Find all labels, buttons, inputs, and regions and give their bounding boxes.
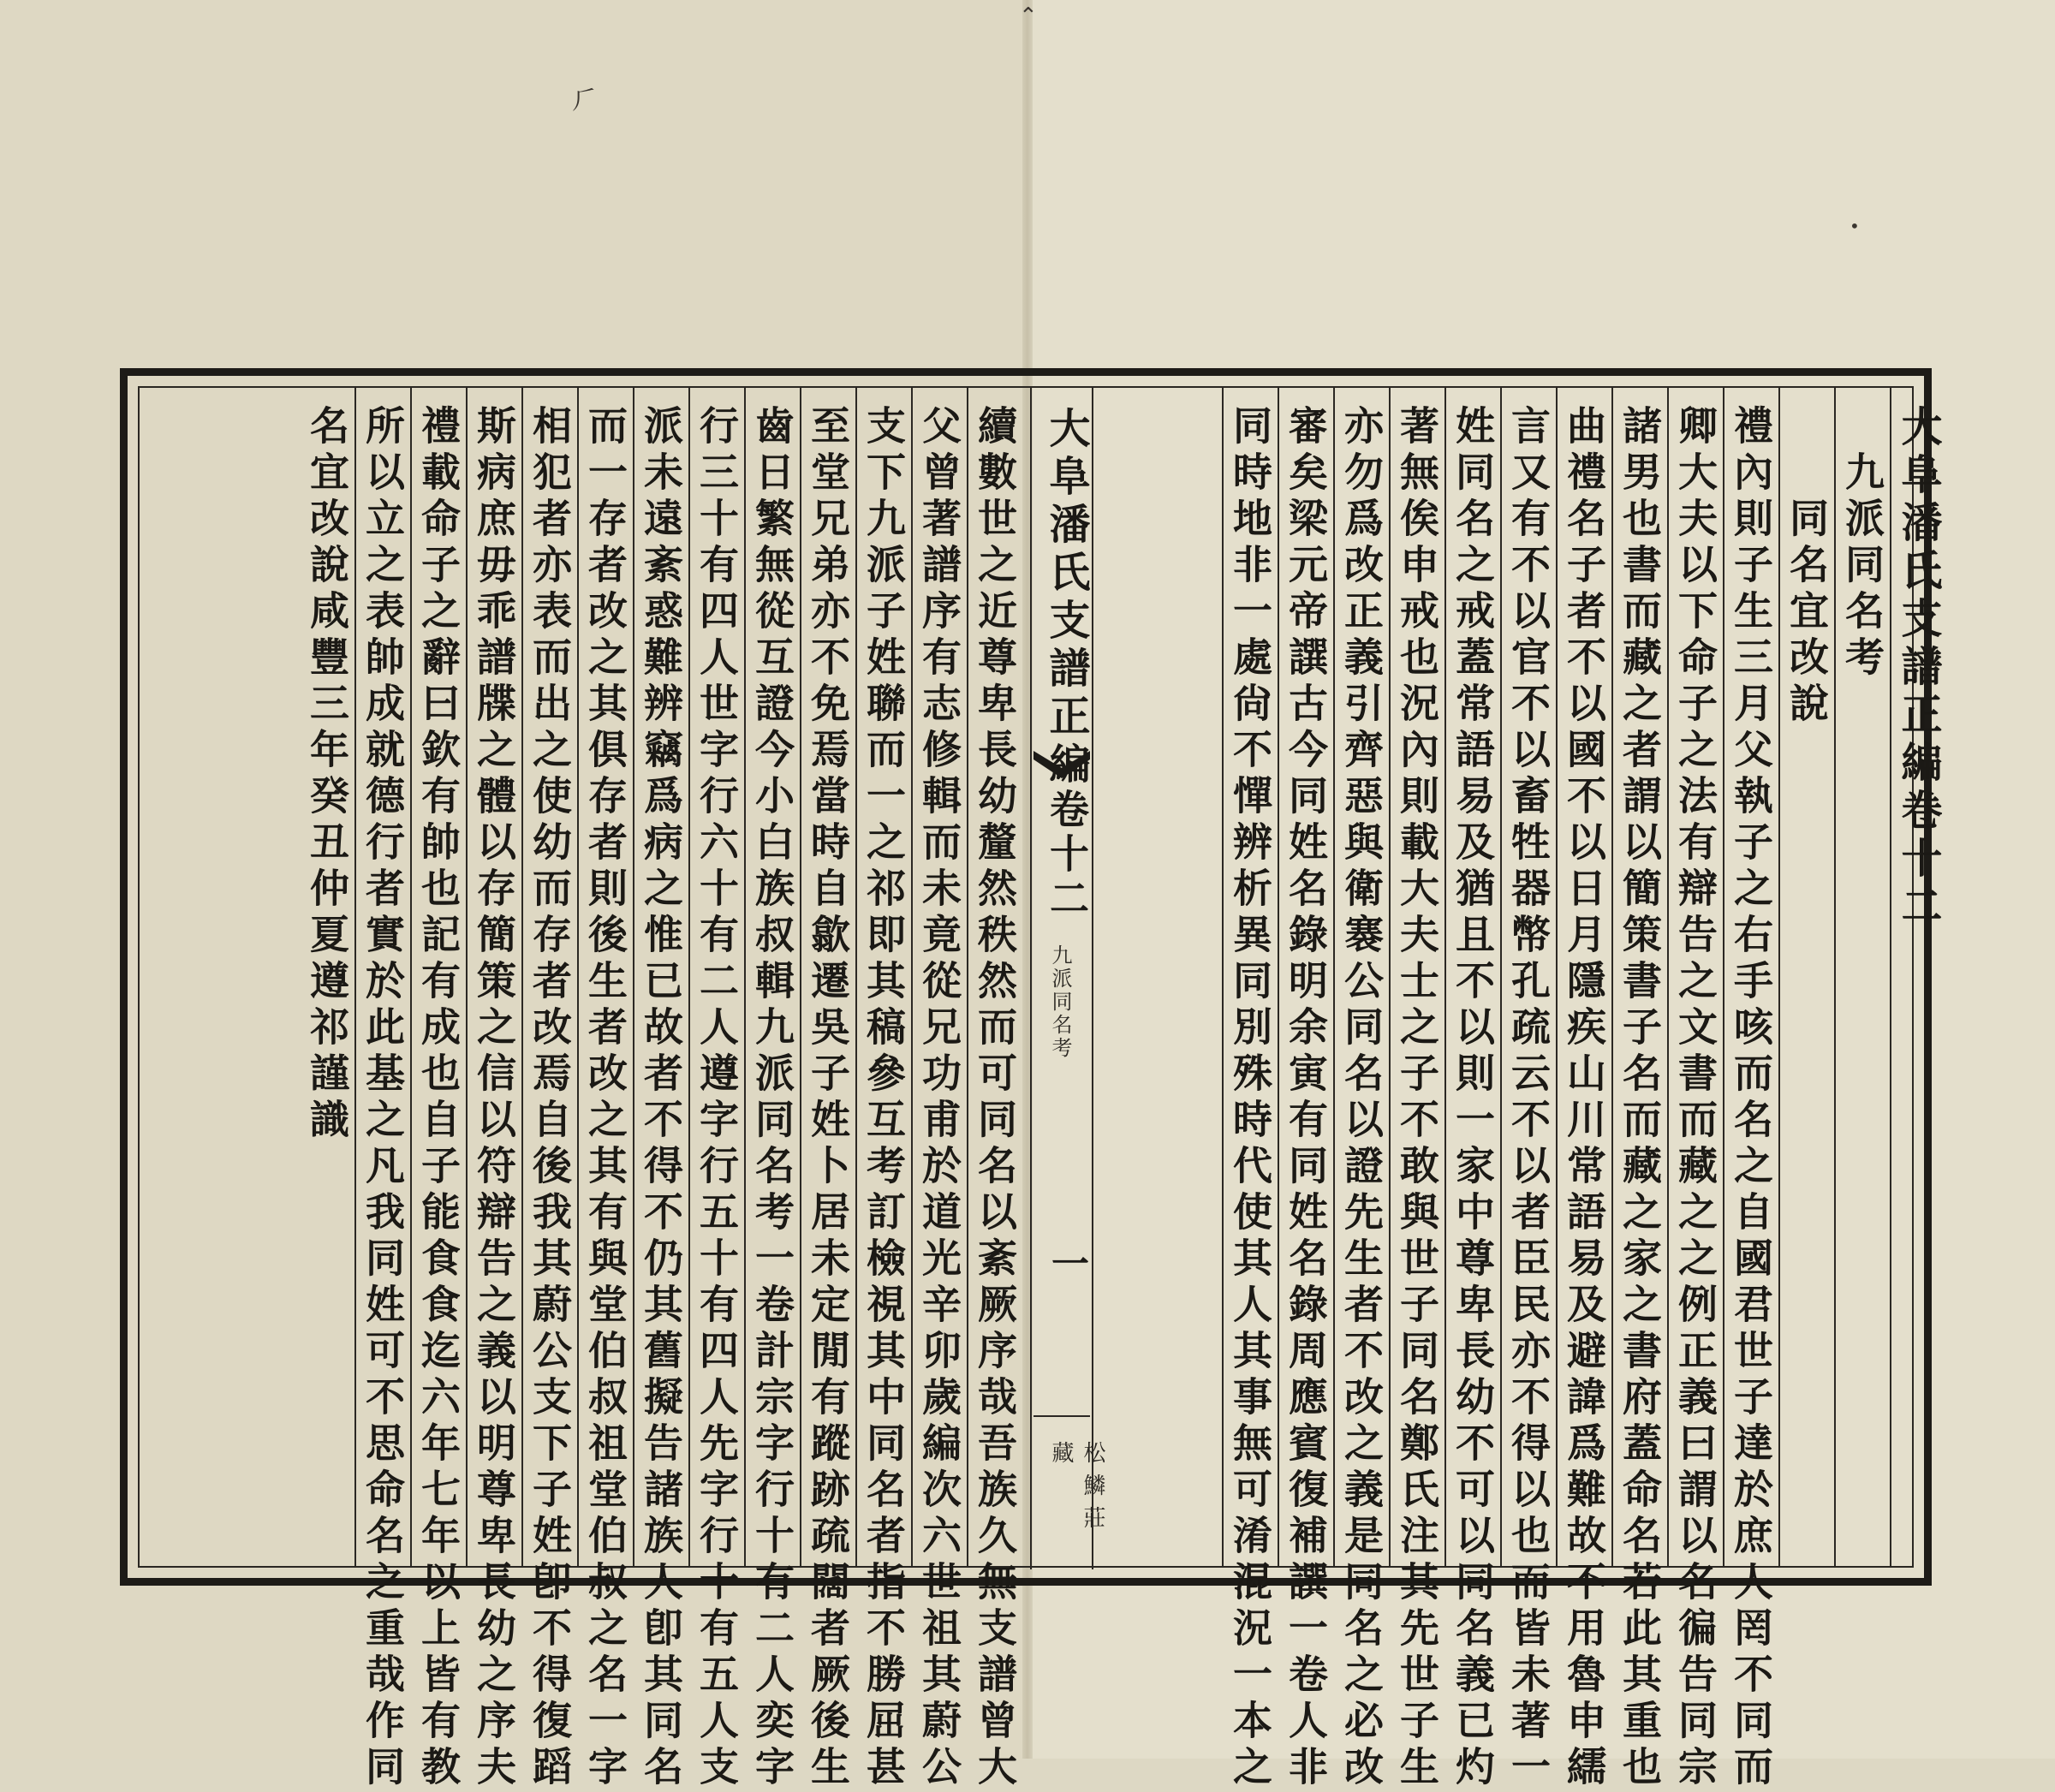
column-rule [1556, 388, 1558, 1566]
column-rule [354, 388, 356, 1566]
column-rule [521, 388, 523, 1566]
column-rule [1611, 388, 1613, 1566]
column-rule [1389, 388, 1391, 1566]
column-rule [744, 388, 746, 1566]
column-rule [967, 388, 968, 1566]
column-rule [1333, 388, 1335, 1566]
column-rule [1278, 388, 1279, 1566]
right-text-column: 同名宜改說 [1784, 405, 1830, 729]
center-divider [1033, 1415, 1090, 1417]
page-number: 一 [1045, 1244, 1088, 1282]
left-text-column: 父曾著譜序有志修輯而未竟從兄功甫於道光辛卯歲編次六世祖其蔚公 [916, 405, 962, 1792]
column-rule [911, 388, 913, 1566]
top-seam-mark: ⌃ [1019, 3, 1038, 29]
left-text-column: 派未遠紊惑難辨竊爲病之惟已故者不得不仍其舊擬告諸族人卽其同名 [638, 405, 684, 1792]
ink-blot: ⺁ [572, 86, 598, 116]
left-text-column: 禮載命子之辭曰欽有帥也記有成也自子能食食迄六年七年以上皆有教 [415, 405, 462, 1792]
right-text-column: 卿大夫以下命子之法有辯告之文書而藏之之例正義曰謂以名徧告同宗 [1672, 405, 1718, 1792]
column-rule [1667, 388, 1669, 1566]
fishtail-icon [1032, 747, 1092, 782]
right-text-column: 著無俟申戒也況內則載大夫士之子不敢與世子同名鄭氏注其先世子生 [1394, 405, 1440, 1792]
left-text-column: 而一存者改之其俱存者則後生者改之其有與堂伯叔祖堂伯叔之名一字 [582, 405, 628, 1792]
right-text-column: 言又有不以官不以畜牲器幣孔疏云不以者臣民亦不得以也而皆未著一 [1505, 405, 1552, 1792]
column-rule [1723, 388, 1724, 1566]
column-rule [1778, 388, 1780, 1566]
right-page-title: 大阜潘氏支譜正編卷十二 [1894, 405, 1942, 932]
column-rule [1222, 388, 1224, 1566]
center-fold-column [1030, 388, 1105, 1569]
left-text-column: 行三十有四人世字行六十有二人遵字行五十有四人先字行十有五人支 [694, 405, 740, 1792]
ink-speck: • [1850, 216, 1860, 236]
right-text-column: 亦勿爲改正義引齊惡與衛褰公同名以證先生者不改之義是同名之必改 [1338, 405, 1385, 1792]
center-section: 九派同名考 [1048, 944, 1072, 1060]
left-text-column: 相犯者亦表而出之使幼而存者改焉自後我其蔚公支下子姓卽不得復蹈 [527, 405, 573, 1792]
column-rule [633, 388, 634, 1566]
left-text-column: 名宜改說咸豐三年癸丑仲夏遵祁謹識 [304, 405, 350, 1145]
column-rule [1500, 388, 1502, 1566]
left-text-column: 至堂兄弟亦不免焉當時自歙遷吳子姓卜居未定閒有蹤跡疏闊者厥後生 [805, 405, 851, 1792]
column-rule [1444, 388, 1446, 1566]
left-text-column: 續數世之近尊卑長幼釐然秩然而可同名以紊厥序哉吾族久無支譜曾大 [972, 405, 1018, 1792]
left-text-column: 齒日繁無從互證今小白族叔輯九派同名考一卷計宗字行十有二人奕字 [749, 405, 795, 1792]
center-volume: 卷十二 [1044, 789, 1090, 922]
center-book-title: 大阜潘氏支譜正編 [1042, 407, 1090, 790]
right-text-column: 禮內則子生三月父執子之右手咳而名之自國君世子達於庶人罔不同而 [1728, 405, 1774, 1792]
right-text-column: 曲禮名子者不以國不以日月隱疾山川常語易及避諱爲難故不用魯申繻 [1561, 405, 1607, 1792]
column-rule [466, 388, 468, 1566]
right-text-column: 同時地非一處尙不憚辨析異同別殊時代使其人其事無可淆混況一本之 [1227, 405, 1273, 1792]
column-rule [855, 388, 857, 1566]
column-rule [800, 388, 801, 1566]
column-rule [688, 388, 690, 1566]
left-text-column: 斯病庶毋乖譜牒之體以存簡策之信以符辯告之義以明尊卑長幼之序夫 [471, 405, 517, 1792]
center-rule-left [1030, 388, 1032, 1569]
text-frame-inner [138, 386, 1942, 1792]
column-rule [577, 388, 579, 1566]
column-rule [410, 388, 412, 1566]
right-text-column: 九派同名考 [1839, 405, 1885, 682]
column-rule [1890, 388, 1891, 1566]
column-rule [1834, 388, 1836, 1566]
text-frame [120, 368, 1942, 1792]
publisher-mark: 松鱗莊藏 [1048, 1441, 1105, 1539]
right-text-column: 姓同名之戒蓋常語易及猶且不以則一家中尊卑長幼不可以同名義已灼 [1450, 405, 1496, 1792]
left-text-column: 所以立之表帥成就德行者實於此基之凡我同姓可不思命名之重哉作同 [360, 405, 406, 1792]
left-text-column: 支下九派子姓聯而一之祁即其稿參互考訂檢視其中同名者指不勝屈甚 [861, 405, 907, 1792]
right-text-column: 諸男也書而藏之者謂以簡策書子名而藏之家之書府蓋命名若此其重也 [1617, 405, 1663, 1792]
right-text-column: 審矣梁元帝譔古今同姓名錄明余寅有同姓名錄周應賓復補譔一卷人非 [1283, 405, 1329, 1792]
